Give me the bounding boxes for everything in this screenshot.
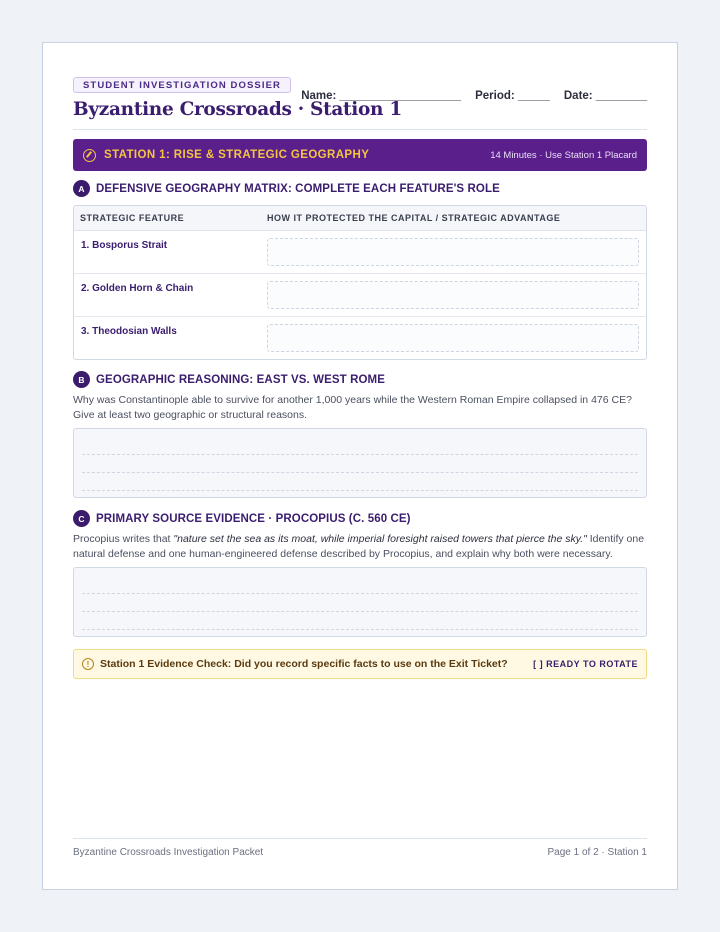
section-c-header [73,510,411,527]
answer-field[interactable] [267,324,639,352]
section-c-prompt [73,532,647,562]
feature-label: 1. Bosporus Strait [81,240,168,251]
name-field[interactable]: Name: ___________________ [301,90,462,102]
table-row [74,317,646,360]
table-header [74,206,646,231]
answer-field[interactable] [267,281,639,309]
date-field[interactable]: Date: ________ [563,90,647,102]
section-title: GEOGRAPHIC REASONING: EAST VS. WEST ROME [96,373,385,386]
geography-matrix-table [73,205,647,360]
writing-line [82,593,638,594]
station-meta: 14 Minutes · Use Station 1 Placard [490,149,637,161]
writing-line [82,454,638,455]
page-title: Byzantine Crossroads · Station 1 [73,99,402,120]
period-field[interactable]: Period: _____ [475,90,550,102]
footer-divider [73,838,647,839]
answer-field[interactable] [267,238,639,266]
compass-icon [83,149,96,162]
station-banner [73,139,647,171]
header-divider [73,129,647,130]
response-box-c[interactable] [73,567,647,637]
table-row [74,274,646,317]
station-title: STATION 1: RISE & STRATEGIC GEOGRAPHY [104,149,370,161]
section-badge: B [73,371,90,388]
column-header-advantage: HOW IT PROTECTED THE CAPITAL / STRATEGIC ADVANTAGE [267,213,561,223]
procopius-quote: "nature set the sea as its moat, while imperial foresight raised towers that pierce the sky." [173,533,587,545]
writing-line [82,472,638,473]
column-header-feature: STRATEGIC FEATURE [80,213,185,223]
ready-to-rotate-checkbox[interactable]: [ ] READY TO ROTATE [533,659,638,669]
response-box-b[interactable] [73,428,647,498]
section-title: DEFENSIVE GEOGRAPHY MATRIX: COMPLETE EACH FEATURE'S ROLE [96,182,500,195]
page-number: Page 1 of 2 · Station 1 [547,847,647,858]
section-b-header [73,371,385,388]
writing-line [82,490,638,491]
warning-icon: ! [82,658,94,670]
prompt-text: Procopius writes that [73,533,174,545]
section-badge: C [73,510,90,527]
evidence-check-text: Station 1 Evidence Check: Did you record specific facts to use on the Exit Ticket? [100,658,508,670]
footer-title: Byzantine Crossroads Investigation Packet [73,847,264,858]
prompt-text: Identify one natural defense and one human-engineered defense described by Procopius, and explain why both were necessary. [73,533,645,560]
dossier-tag: STUDENT INVESTIGATION DOSSIER [73,77,291,93]
writing-line [82,629,638,630]
worksheet-page [42,42,678,890]
section-title: PRIMARY SOURCE EVIDENCE · PROCOPIUS (C. 560 CE) [96,512,411,525]
feature-label: 2. Golden Horn & Chain [81,283,194,294]
section-badge: A [73,180,90,197]
writing-line [82,611,638,612]
evidence-check-callout [73,649,647,679]
student-info-fields [301,90,647,102]
section-a-header [73,180,500,197]
feature-label: 3. Theodosian Walls [81,326,177,337]
section-b-prompt: Why was Constantinople able to survive for another 1,000 years while the Western Roman Empire collapsed in 476 CE? Give at least two geographic or structural reasons. [73,394,632,421]
table-row [74,231,646,274]
